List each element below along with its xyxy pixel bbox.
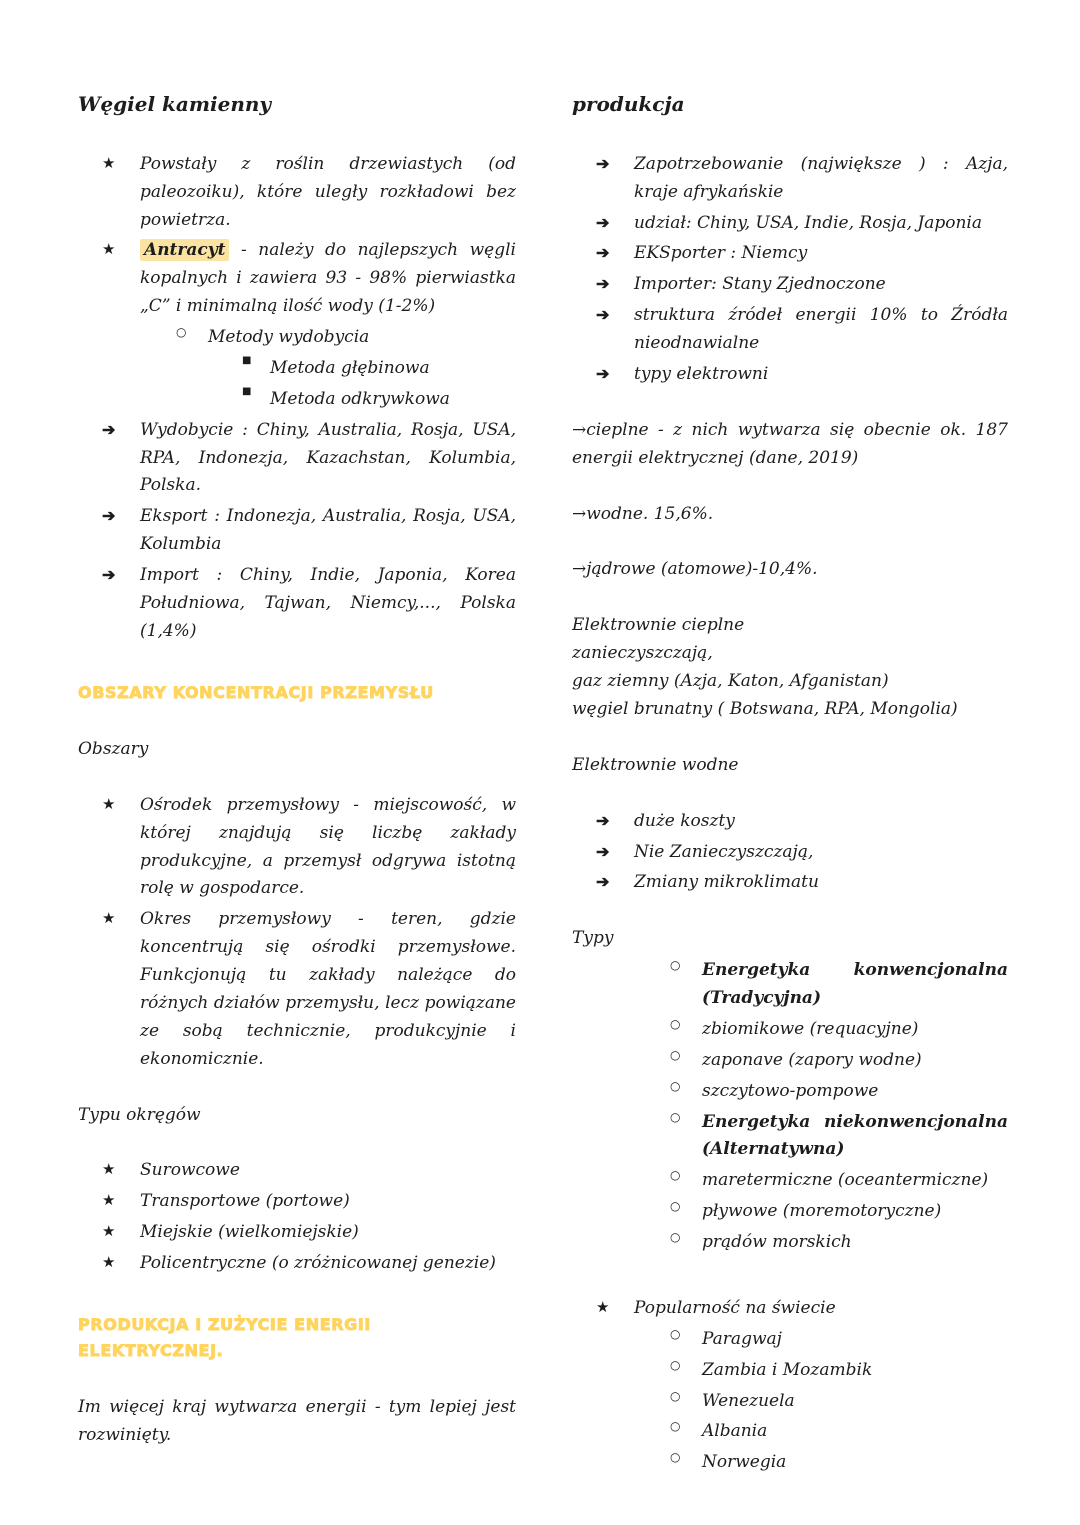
circle-bullet-icon: ○ <box>670 1357 681 1372</box>
section-label: Typu okręgów <box>78 1104 201 1125</box>
list-item <box>572 957 1008 1013</box>
paragraph-line: węgiel brunatny ( Botswana, RPA, Mongolia) <box>572 698 958 719</box>
paragraph-line: →jądrowe (atomowe)-10,4%. <box>572 559 818 580</box>
bullet-list <box>572 1295 1008 1477</box>
list-item <box>572 1109 1008 1165</box>
list-item <box>572 1078 1008 1106</box>
list-item <box>572 1047 1008 1075</box>
list-item <box>572 1388 1008 1416</box>
list-item-text: Paragwaj <box>702 1328 782 1349</box>
arrow-bullet-icon: ➔ <box>596 212 610 232</box>
circle-bullet-icon: ○ <box>670 1168 681 1183</box>
list-item-text: Transportowe (portowe) <box>140 1191 350 1212</box>
list-item <box>572 302 1008 358</box>
square-bullet-icon: ■ <box>242 385 252 397</box>
list-item <box>572 361 1008 389</box>
paragraph <box>78 1394 516 1450</box>
star-bullet-icon: ★ <box>102 240 116 259</box>
list-item <box>78 1219 516 1247</box>
arrow-bullet-icon: ➔ <box>596 305 610 325</box>
list-item-text: Zmiany mikroklimatu <box>634 872 819 893</box>
list-item <box>78 417 516 501</box>
arrow-bullet-icon: ➔ <box>102 506 116 526</box>
arrow-bullet-icon: ➔ <box>596 810 610 830</box>
list-item-text: Energetyka niekonwencjonalna (Alternatywna) <box>702 1111 1008 1160</box>
paragraph <box>572 417 1008 473</box>
list-item <box>572 839 1008 867</box>
star-bullet-icon: ★ <box>102 1191 116 1210</box>
arrow-bullet-icon: ➔ <box>596 243 610 263</box>
list-item <box>572 271 1008 299</box>
paragraph-line: Elektrownie cieplne <box>572 615 745 636</box>
list-item <box>572 808 1008 836</box>
list-item-text: Ośrodek przemysłowy - miejscowość, w której znajdują się liczbę zakłady produkcyjne, a przemysł odgrywa istotną rolę w gospodarce. <box>140 794 516 899</box>
list-item-text: maretermiczne (oceantermiczne) <box>702 1170 989 1191</box>
list-item-text: Antracyt - należy do najlepszych węgli kopalnych i zawiera 93 - 98% pierwiastka „C” i minimalną ilość wody (1-2%) <box>140 240 516 317</box>
bullet-list <box>78 151 516 646</box>
star-bullet-icon: ★ <box>102 1222 116 1241</box>
paragraph-line: gaz ziemny (Azja, Katon, Afganistan) <box>572 671 889 692</box>
list-item-text: Okres przemysłowy - teren, gdzie koncentrują się ośrodki przemysłowe. Funkcjonują tu zakłady należące do różnych działów przemysłu, lecz powiązane ze sobą technicznie, produkcyjnie i ekonomicznie. <box>140 909 516 1069</box>
arrow-bullet-icon: ➔ <box>596 841 610 861</box>
circle-bullet-icon: ○ <box>176 325 187 340</box>
star-bullet-icon: ★ <box>102 1253 116 1272</box>
section-banner: PRODUKCJA I ZUŻYCIE ENERGII ELEKTRYCZNEJ. <box>78 1314 371 1361</box>
list-item <box>572 1418 1008 1446</box>
list-item <box>572 151 1008 207</box>
left-column <box>78 88 516 1478</box>
star-bullet-icon: ★ <box>102 153 116 172</box>
arrow-bullet-icon: ➔ <box>102 419 116 439</box>
list-item-text: EKSporter : Niemcy <box>634 243 808 264</box>
list-item-text: Importer: Stany Zjednoczone <box>634 274 886 295</box>
paragraph-line: →wodne. 15,6%. <box>572 503 714 524</box>
list-item <box>78 562 516 646</box>
bullet-list <box>78 792 516 1074</box>
list-item-text: Metody wydobycia <box>208 327 370 348</box>
list-item-text: typy elektrowni <box>634 363 769 384</box>
list-item <box>78 324 516 352</box>
star-bullet-icon: ★ <box>102 909 116 928</box>
paragraph-line: Im więcej kraj wytwarza energii - tym lepiej jest rozwinięty. <box>78 1397 516 1446</box>
section-title: Węgiel kamienny <box>78 92 272 116</box>
paragraph <box>572 556 1008 584</box>
list-item-text: Zambia i Mozambik <box>702 1359 873 1380</box>
list-item-text: Albania <box>702 1421 768 1442</box>
list-item-text: Eksport : Indonezja, Australia, Rosja, USA, Kolumbia <box>140 506 516 555</box>
circle-bullet-icon: ○ <box>670 1199 681 1214</box>
list-item-text: zbiomikowe (requacyjne) <box>702 1018 919 1039</box>
circle-bullet-icon: ○ <box>670 1388 681 1403</box>
arrow-bullet-icon: ➔ <box>596 153 610 173</box>
circle-bullet-icon: ○ <box>670 1326 681 1341</box>
list-item-text: duże koszty <box>634 810 735 831</box>
list-item-text: Metoda odkrywkowa <box>270 388 450 409</box>
list-item <box>572 210 1008 238</box>
list-item <box>78 237 516 321</box>
bullet-list <box>572 957 1008 1257</box>
star-bullet-icon: ★ <box>102 1160 116 1179</box>
square-bullet-icon: ■ <box>242 354 252 366</box>
paragraph-line: zanieczyszczają, <box>572 643 713 664</box>
list-item <box>572 1449 1008 1477</box>
section-label: Typy <box>572 928 614 949</box>
list-item-text: Wydobycie : Chiny, Australia, Rosja, USA, RPA, Indonezja, Kazachstan, Kolumbia, Polska. <box>140 419 516 496</box>
section-label: Obszary <box>78 738 149 759</box>
list-item-text: Policentryczne (o zróżnicowanej genezie) <box>140 1253 496 1274</box>
circle-bullet-icon: ○ <box>670 1419 681 1434</box>
list-item <box>78 1250 516 1278</box>
circle-bullet-icon: ○ <box>670 1016 681 1031</box>
list-item <box>572 1326 1008 1354</box>
list-item-text: Surowcowe <box>140 1160 240 1181</box>
circle-bullet-icon: ○ <box>670 1109 681 1124</box>
list-item-text: struktura źródeł energii 10% to Źródła nieodnawialne <box>634 305 1008 354</box>
list-item-text: Nie Zanieczyszczają, <box>634 841 814 862</box>
list-item <box>78 906 516 1073</box>
circle-bullet-icon: ○ <box>670 958 681 973</box>
section-banner: OBSZARY KONCENTRACJI PRZEMYSŁU <box>78 682 434 702</box>
paragraph-line: →cieplne - z nich wytwarza się obecnie ok. 187 energii elektrycznej (dane, 2019) <box>572 419 1008 468</box>
list-item-text: zaponave (zapory wodne) <box>702 1049 922 1070</box>
list-item <box>572 1295 1008 1323</box>
list-item-text: Zapotrzebowanie (największe ) : Azja, kraje afrykańskie <box>634 153 1008 202</box>
list-item-text: Norwegia <box>702 1452 787 1473</box>
list-item <box>572 869 1008 897</box>
arrow-bullet-icon: ➔ <box>596 363 610 383</box>
list-item-text: Wenezuela <box>702 1390 795 1411</box>
star-bullet-icon: ★ <box>102 794 116 813</box>
right-column <box>572 88 1008 1505</box>
circle-bullet-icon: ○ <box>670 1230 681 1245</box>
highlighted-term: Antracyt <box>140 239 229 261</box>
list-item-text: Miejskie (wielkomiejskie) <box>140 1222 359 1243</box>
list-item <box>572 1357 1008 1385</box>
circle-bullet-icon: ○ <box>670 1450 681 1465</box>
list-item-text: prądów morskich <box>702 1232 852 1253</box>
list-item <box>572 1016 1008 1044</box>
list-item <box>78 386 516 414</box>
list-item <box>78 355 516 383</box>
list-item-text: Metoda głębinowa <box>270 357 430 378</box>
bullet-list <box>572 151 1008 389</box>
paragraph <box>572 501 1008 529</box>
star-bullet-icon: ★ <box>596 1297 610 1316</box>
arrow-bullet-icon: ➔ <box>596 274 610 294</box>
list-item-text: szczytowo-pompowe <box>702 1080 879 1101</box>
list-item-text: Import : Chiny, Indie, Japonia, Korea Południowa, Tajwan, Niemcy,..., Polska (1,4%) <box>140 565 516 641</box>
list-item-text: Popularność na świecie <box>634 1297 836 1318</box>
arrow-bullet-icon: ➔ <box>596 872 610 892</box>
list-item <box>78 792 516 904</box>
circle-bullet-icon: ○ <box>670 1047 681 1062</box>
section-label: Elektrownie wodne <box>572 754 739 775</box>
paragraph <box>572 612 1008 724</box>
list-item-text: Powstały z roślin drzewiastych (od paleozoiku), które uległy rozkładowi bez powietrza. <box>140 153 516 230</box>
circle-bullet-icon: ○ <box>670 1078 681 1093</box>
list-item <box>572 1167 1008 1195</box>
arrow-bullet-icon: ➔ <box>102 565 116 585</box>
list-item <box>572 240 1008 268</box>
list-item-text: udział: Chiny, USA, Indie, Rosja, Japonia <box>634 212 982 233</box>
list-item <box>78 1157 516 1185</box>
list-item-text: Energetyka konwencjonalna (Tradycyjna) <box>702 960 1008 1009</box>
bullet-list <box>572 808 1008 898</box>
section-title: produkcja <box>572 92 685 116</box>
list-item <box>78 151 516 235</box>
list-item <box>78 1188 516 1216</box>
list-item-text: pływowe (moremotoryczne) <box>702 1201 942 1222</box>
list-item <box>78 503 516 559</box>
list-item <box>572 1229 1008 1257</box>
list-item <box>572 1198 1008 1226</box>
bullet-list <box>78 1157 516 1278</box>
